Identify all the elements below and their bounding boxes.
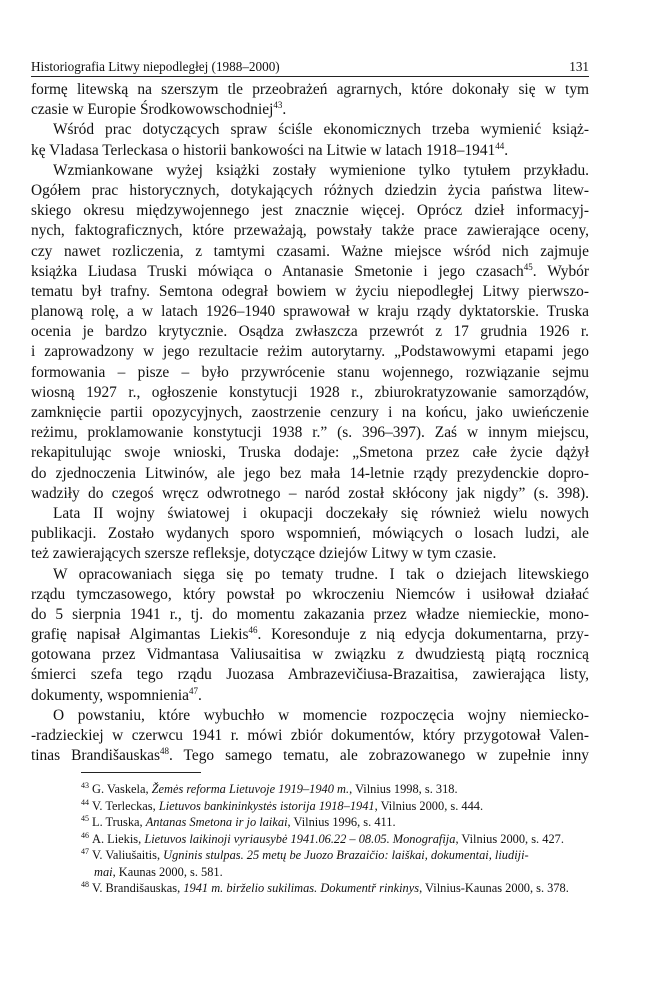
body-line: publikacji. Zostało wydanych sporo wspomnień, mówiących o losach ludzi, ale — [31, 525, 589, 543]
body-line: skiego okresu międzywojennego jest znacznie więcej. Oprócz dzieł informacyj- — [31, 202, 589, 220]
body-line: czy nawet rozliczenia, z tamtymi czasami. Ważne miejsce wśród nich zajmuje — [31, 242, 589, 260]
body-line: -radzieckiej w czerwcu 1941 r. mówi zbiór dokumentów, który przygotował Valen- — [31, 727, 589, 744]
footnote-45: $^{45}$ L. Truska, Antanas Smetona ir jo laikai, Vilnius 1996, s. 411. — [81, 814, 396, 829]
footnote-number: 46 — [81, 830, 89, 840]
body-line: formowania – pisze – było przywrócenie stanu wojennego, rozwiązanie sejmu — [31, 363, 589, 381]
body-line: Ogółem prac historycznych, dotykających różnych dziedzin życia państwa litew- — [31, 181, 589, 199]
body-line: książka Liudasa Truski mówiąca o Antanasie Smetonie i jego czasach$^{45}$. Wybór — [31, 261, 590, 280]
body-line: czasie w Europie Środkowowschodniej$^{43}$. — [31, 100, 287, 119]
body-line: Wzmiankowane wyżej książki zostały wymienione tylko tytułem przykładu. — [53, 161, 589, 179]
body-line: dokumenty, wspomnienia$^{47}$. — [31, 685, 202, 704]
footnote-46: $^{46}$ A. Liekis, Lietuvos laikinoji vyriausybė 1941.06.22 – 08.05. Monografija, Vilnius 2000, s. 427. — [81, 830, 564, 846]
page-number: 131 — [569, 59, 589, 74]
body-line: do 5 sierpnia 1941 r., tj. do momentu zakazania przez władze niemieckie, mono- — [31, 605, 589, 623]
running-head-title: Historiografia Litwy niepodległej (1988–2000) — [31, 59, 280, 74]
body-line: Lata II wojny światowej i okupacji doczekały się również wielu nowych — [53, 504, 589, 522]
body-line: do zjednoczenia Litwinów, ale jego bez mała 14-letnie rządy prezydenckie dopro- — [31, 464, 589, 482]
body-line: też zawierających szersze refleksje, dotyczące dziejów Litwy w tym czasie. — [31, 545, 497, 563]
body-line: reżimu, proklamowanie konstytucji 1938 r.” (s. 396–397). Zaś w innym miejscu, — [31, 424, 589, 442]
footnote-44: $^{44}$ V. Terleckas, Lietuvos bankininkystės istorija 1918–1941, Vilnius 2000, s. 444. — [81, 797, 484, 813]
body-line: śmierci szefa tego rządu Juozasa Ambrazevičiusa-Brazaitisa, zawierająca listy, — [31, 666, 589, 684]
footnote-number: 44 — [81, 797, 89, 807]
running-head — [31, 59, 589, 75]
footnote-43: $^{43}$ G. Vaskela, Žemės reforma Lietuvoje 1919–1940 m., Vilnius 1998, s. 318. — [81, 781, 458, 796]
footnote-rule — [81, 772, 201, 773]
body-line: formę litewską na szerszym tle przeobrażeń agrarnych, które dokonały się w tym — [31, 81, 589, 98]
body-line: W opracowaniach sięga się po tematy trudne. I tak o dziejach litewskiego — [53, 565, 589, 583]
body-line: O powstaniu, które wybuchło w momencie rozpoczęcia wojny niemiecko- — [53, 706, 589, 724]
footnotes — [81, 781, 589, 897]
footnote-number: 48 — [81, 880, 89, 889]
footnote-ref[interactable]: 47 — [189, 685, 199, 696]
body-line: nych, faktograficznych, które przeważają, powstały także prace zawierające oceny, — [31, 222, 589, 240]
footnote-ref[interactable]: 45 — [523, 261, 533, 272]
body-line: grafię napisał Algimantas Liekis$^{46}$. Koresonduje z nią edycja dokumentarna, przy- — [31, 625, 589, 644]
body-line: tinas Brandišauskas$^{48}$. Tego samego tematu, ale zobrazowanego w zupełnie inny — [31, 746, 589, 765]
body-line: gotowana przez Vidmantasa Valiusaitisa w związku z dwudziestą piątą rocznicą — [31, 646, 589, 664]
header-rule — [31, 76, 589, 77]
footnote-47: $^{47}$ V. Valiušaitis, Ugninis stulpas. 25 metų be Juozo Brazaičio: laiškai, dokumentai, liudiji- — [81, 847, 529, 862]
body-line: wadziły do czegoś wręcz odwrotnego – naród został skłócony jak nigdy” (s. 398). — [31, 484, 589, 502]
body-line: rządu tymczasowego, który powstał po wkroczeniu Niemców i usiłował działać — [31, 585, 589, 603]
footnote-number: 43 — [81, 781, 89, 790]
body-line: ocenia je bardzo krytycznie. Osądza zwłaszcza przewrót z 17 grudnia 1926 r. — [31, 323, 589, 341]
footnote-48: $^{48}$ V. Brandišauskas, 1941 m. birželio sukilimas. Dokumentř rinkinys, Vilnius-Kaunas 2000, s. 378. — [81, 880, 569, 895]
body-line: Wśród prac dotyczących spraw ściśle ekonomicznych trzeba wymienić książ- — [53, 121, 589, 139]
body-text — [31, 80, 589, 766]
footnote-ref[interactable]: 44 — [495, 140, 505, 151]
body-line: kę Vladasa Terleckasa o historii bankowości na Litwie w latach 1918–1941$^{44}$. — [31, 140, 509, 159]
body-line: i zaprowadzony w jego rezultacie reżim autorytarny. „Podstawowymi etapami jego — [31, 343, 589, 361]
body-line: planową rolę, a w latach 1926–1940 sprawował w kraju rządy dyktatorskie. Truska — [31, 303, 589, 321]
footnote-number: 47 — [81, 847, 89, 856]
body-line: zamknięcie partii opozycyjnych, zaostrzenie cenzury i na końcu, jako uwieńczenie — [31, 404, 589, 421]
body-line: rekapitulując swoje wnioski, Truska dodaje: „Smetona przez całe życie dążył — [31, 444, 589, 462]
footnote-number: 45 — [81, 814, 89, 823]
footnote-ref[interactable]: 48 — [159, 746, 169, 757]
footnote-ref[interactable]: 43 — [273, 100, 283, 111]
footnote-47-continuation: mai, Kaunas 2000, s. 581. — [94, 864, 223, 879]
body-line: tematu był trafny. Semtona odegrał bowiem w życiu niepodległej Litwy pierwszo- — [31, 282, 589, 300]
body-line: wiosną 1927 r., ogłoszenie konstytucji 1928 r., zbiurokratyzowanie samorządów, — [31, 383, 589, 401]
footnote-ref[interactable]: 46 — [248, 625, 258, 636]
